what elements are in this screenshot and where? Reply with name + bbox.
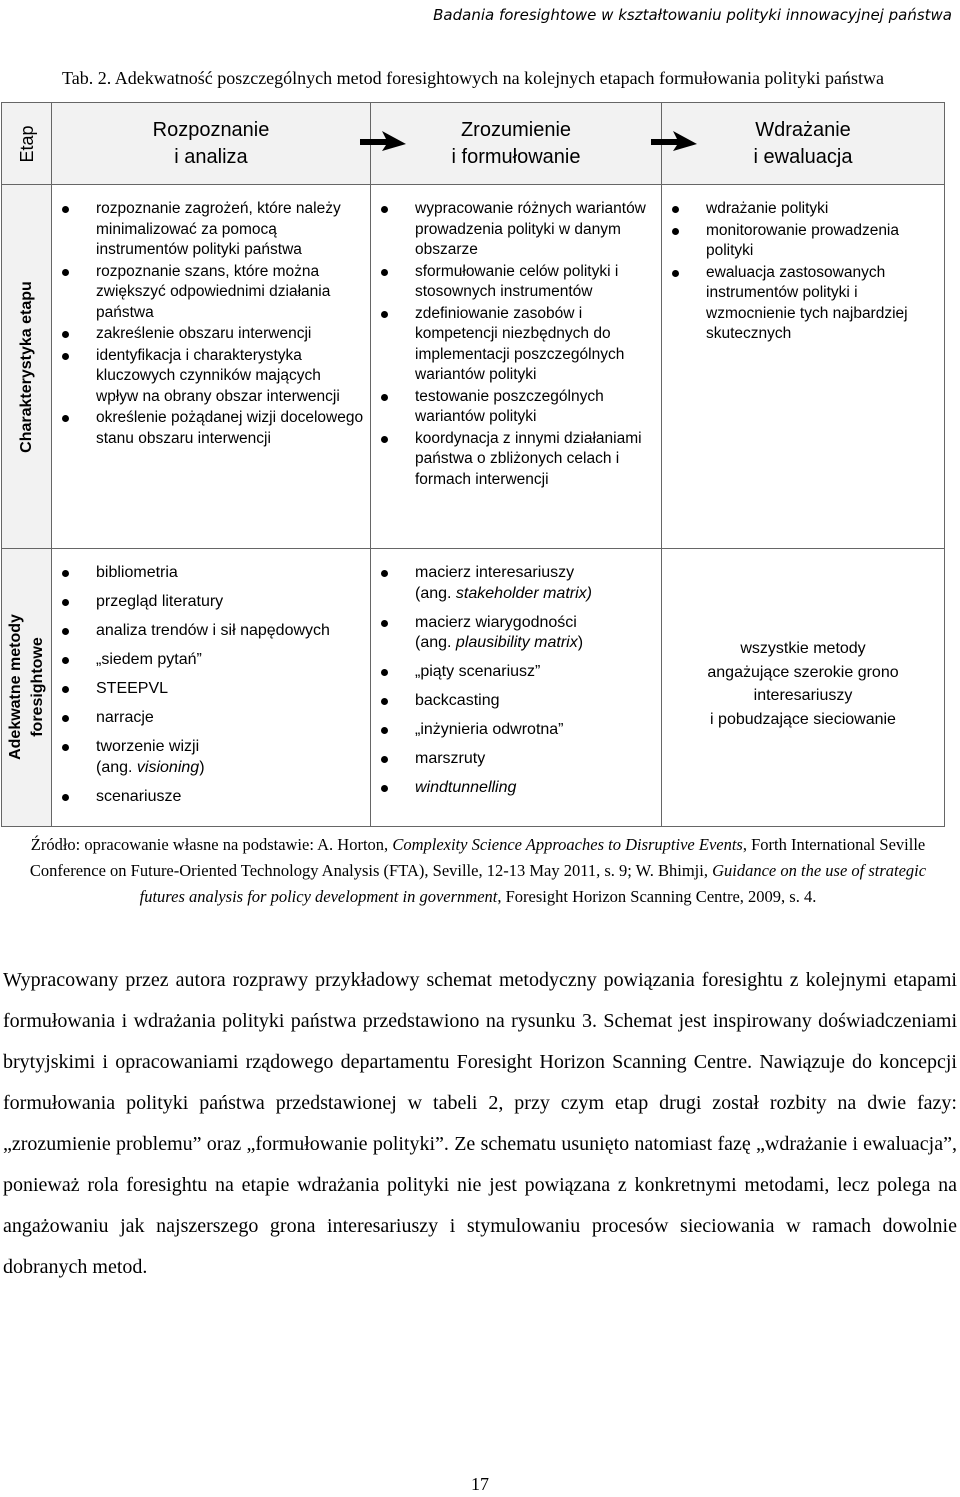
stage-title-3-line2: i ewaluacja (753, 145, 853, 168)
methods-table (1, 102, 945, 827)
bullet-dot-icon (62, 415, 69, 422)
list-item-text: monitorowanie prowadzenia polityki (706, 221, 900, 259)
list-item (379, 429, 655, 491)
body-paragraph: Wypracowany przez autora rozprawy przykładowy schemat metodyczny powiązania foresightu z kolejnymi etapami formułowania i wdrażania polityki państwa przedstawiono na rysunku 3. Schemat jest inspirowany doświadczeniami brytyjskimi i opracowaniami rządowego departamentu Foresight Horizon Scanning Centre. Nawiązuje do koncepcji formułowania polityki państwa przedstawionej w tabeli 2, przy czym etap drugi został rozbity na dwie fazy: „zrozumienie problemu” oraz „formułowanie polityki”. Ze schematu usunięto natomiast fazę „wdrażanie i ewaluacja”, ponieważ rola foresightu na etapie wdrażania polityki nie jest powiązana z konkretnymi metodami, lecz polega na angażowaniu jak najszerszego grona interesariuszy i stymulowaniu procesów sieciowania w ramach dowolnie dobranych metod. (3, 969, 957, 1278)
list-item-term: plausibility matrix (455, 634, 578, 651)
list-item-text: rozpoznanie zagrożeń, które należy minimalizować za pomocą instrumentów polityki państwa (96, 200, 341, 258)
row-label-cell-methods (2, 549, 52, 827)
list-item-text: narracje (96, 709, 154, 726)
list-item (60, 324, 364, 345)
list-item-text: bibliometria (96, 564, 178, 581)
list-item (60, 563, 364, 584)
stage-title-2-line2: i formułowanie (451, 145, 581, 168)
bullet-dot-icon (62, 744, 69, 751)
methods-cell-2 (371, 549, 662, 827)
list-item (60, 787, 364, 808)
list-item-text: macierz interesariuszy (415, 564, 575, 581)
table-header-row (2, 103, 945, 185)
list-item-text: analiza trendów i sił napędowych (96, 622, 330, 639)
characteristics-cell-3 (662, 185, 945, 549)
table-caption: Tab. 2. Adekwatność poszczególnych metod foresightowych na kolejnych etapach formułowania polityki państwa (62, 68, 885, 88)
stage-title-2 (452, 117, 581, 171)
list-item-text: zdefiniowanie zasobów i kompetencji niezbędnych do implementacji poszczególnych wariantów polityki (415, 304, 625, 383)
list-item-text: identyfikacja i charakterystyka kluczowych czynników mających wpływ na obrany obszar interwencji (96, 346, 340, 405)
list-item (379, 720, 655, 741)
row-label-methods (5, 614, 49, 760)
source-note (28, 832, 928, 910)
list-item-text: sformułowanie celów polityki i stosownych instrumentów (415, 262, 619, 300)
list-item-text: tworzenie wizji (96, 738, 200, 755)
row-label-characteristics: Charakterystyka etapu (17, 280, 35, 453)
list-item (379, 304, 655, 386)
source-text: , Forth International Seville Conference on Future-Oriented Technology Analysis (FTA), Seville, 12-13 May 2011, s. 9; W. Bhimji, (29, 835, 926, 880)
list-item (60, 621, 364, 642)
list-item (60, 199, 364, 261)
list-item-text: „piąty scenariusz” (415, 663, 541, 680)
list-item (60, 708, 364, 729)
bullet-dot-icon (672, 206, 679, 213)
list-item-text: (ang. (415, 634, 456, 651)
stage-title-3-line1: Wdrażanie (755, 118, 851, 141)
bullet-dot-icon (381, 669, 388, 676)
list-item (379, 387, 655, 428)
source-title: Guidance on the use of strategic futures analysis for policy development in government (139, 861, 927, 906)
list-item (60, 592, 364, 613)
all-methods-text (662, 549, 944, 731)
bullet-dot-icon (672, 270, 679, 277)
row-label-cell-characteristics (2, 185, 52, 549)
list-item (379, 199, 655, 261)
bullet-dot-icon (62, 599, 69, 606)
list-item (379, 778, 655, 799)
list-item-text: „siedem pytań” (96, 651, 202, 668)
list-item-text: ) (199, 758, 205, 776)
list-item (379, 691, 655, 712)
characteristics-row (2, 185, 945, 549)
bullet-dot-icon (672, 228, 679, 235)
stage-title-3 (754, 117, 853, 171)
corner-cell (2, 103, 52, 185)
bullet-dot-icon (62, 570, 69, 577)
list-item (60, 262, 364, 324)
stage-header-1 (52, 103, 371, 185)
methods-cell-3 (662, 549, 945, 827)
list-item-text: określenie pożądanej wizji docelowego stanu obszaru interwencji (96, 409, 364, 447)
bullet-dot-icon (381, 570, 388, 577)
list-item-text: koordynacja z innymi działaniami państwa o zbliżonych celach i formach interwencji (415, 429, 642, 488)
page-number: 17 (471, 1474, 489, 1494)
source-title: Complexity Science Approaches to Disruptive Events (392, 835, 743, 854)
list-item-text: scenariusze (96, 787, 182, 805)
stage-title-2-line1: Zrozumienie (460, 118, 572, 141)
bullet-dot-icon (381, 620, 388, 627)
list-item-text: STEEPVL (96, 680, 169, 697)
list-item (60, 408, 364, 449)
all-methods-line: interesariuszy (753, 687, 853, 704)
list-item (379, 563, 655, 604)
list-item-term: stakeholder matrix) (455, 584, 592, 602)
bullet-dot-icon (381, 756, 388, 763)
list-item (670, 221, 938, 262)
list-item (379, 662, 655, 683)
list-item-text: macierz wiarygodności (415, 613, 577, 631)
bullet-dot-icon (381, 727, 388, 734)
characteristics-cell-1 (52, 185, 371, 549)
list-item (379, 613, 655, 654)
bullet-dot-icon (62, 715, 69, 722)
list-item-text: przegląd literatury (96, 593, 224, 610)
list-item (670, 263, 938, 345)
bullet-dot-icon (62, 794, 69, 801)
bullet-dot-icon (381, 436, 388, 443)
bullet-dot-icon (381, 698, 388, 705)
list-item-text: rozpoznanie szans, które można zwiększyć odpowiednimi działania państwa (96, 262, 331, 321)
bullet-dot-icon (62, 657, 69, 664)
list-item-text: (ang. (96, 758, 137, 776)
list-item-text: testowanie poszczególnych wariantów polityki (415, 387, 604, 425)
arrow-right-icon (649, 129, 699, 153)
list-item (60, 346, 364, 408)
methods-cell-1 (52, 549, 371, 827)
list-item (670, 199, 938, 220)
bullet-dot-icon (381, 269, 388, 276)
bullet-dot-icon (381, 394, 388, 401)
list-item (60, 679, 364, 700)
list-item-text: (ang. (415, 584, 456, 602)
bullet-dot-icon (62, 331, 69, 338)
stage-title-1-line1: Rozpoznanie (152, 118, 270, 141)
characteristics-cell-2 (371, 185, 662, 549)
corner-label: Etap (16, 124, 37, 163)
arrow-right-icon (358, 129, 408, 153)
stage-header-3 (662, 103, 945, 185)
list-item-text: wypracowanie różnych wariantów prowadzenia polityki w danym obszarze (415, 200, 646, 258)
source-text: , Foresight Horizon Scanning Centre, 2009, s. 4. (497, 887, 817, 906)
methods-row (2, 549, 945, 827)
list-item-text: backcasting (415, 692, 500, 709)
list-item-text: windtunnelling (415, 779, 517, 796)
all-methods-line: angażujące szerokie grono (707, 663, 899, 681)
list-item-term: visioning (136, 758, 200, 776)
bullet-dot-icon (62, 686, 69, 693)
list-item (379, 262, 655, 303)
list-item (60, 737, 364, 778)
row-label-methods-line2: foresightowe (28, 637, 46, 738)
list-item (379, 749, 655, 770)
bullet-dot-icon (381, 206, 388, 213)
running-header: Badania foresightowe w kształtowaniu polityki innowacyjnej państwa (433, 6, 952, 24)
source-text: Źródło: opracowanie własne na podstawie: A. Horton, (30, 835, 393, 854)
list-item-text: marszruty (415, 750, 486, 767)
all-methods-line: i pobudzające sieciowanie (710, 710, 896, 728)
bullet-dot-icon (381, 785, 388, 792)
list-item (60, 650, 364, 671)
all-methods-line: wszystkie metody (740, 640, 866, 657)
bullet-dot-icon (62, 353, 69, 360)
bullet-dot-icon (62, 269, 69, 276)
list-item-text: „inżynieria odwrotna” (415, 721, 564, 738)
list-item-text: ) (577, 634, 584, 651)
stage-title-1-line2: i analiza (174, 145, 248, 168)
row-label-methods-line1: Adekwatne metody (6, 614, 24, 761)
list-item-text: wdrażanie polityki (706, 200, 829, 217)
stage-header-2 (371, 103, 662, 185)
list-item-text: ewaluacja zastosowanych instrumentów polityki i wzmocnienie tych najbardziej skutecznych (706, 263, 908, 342)
bullet-dot-icon (62, 206, 69, 213)
bullet-dot-icon (62, 628, 69, 635)
stage-title-1 (153, 117, 270, 171)
bullet-dot-icon (381, 311, 388, 318)
list-item-text: zakreślenie obszaru interwencji (96, 325, 312, 342)
